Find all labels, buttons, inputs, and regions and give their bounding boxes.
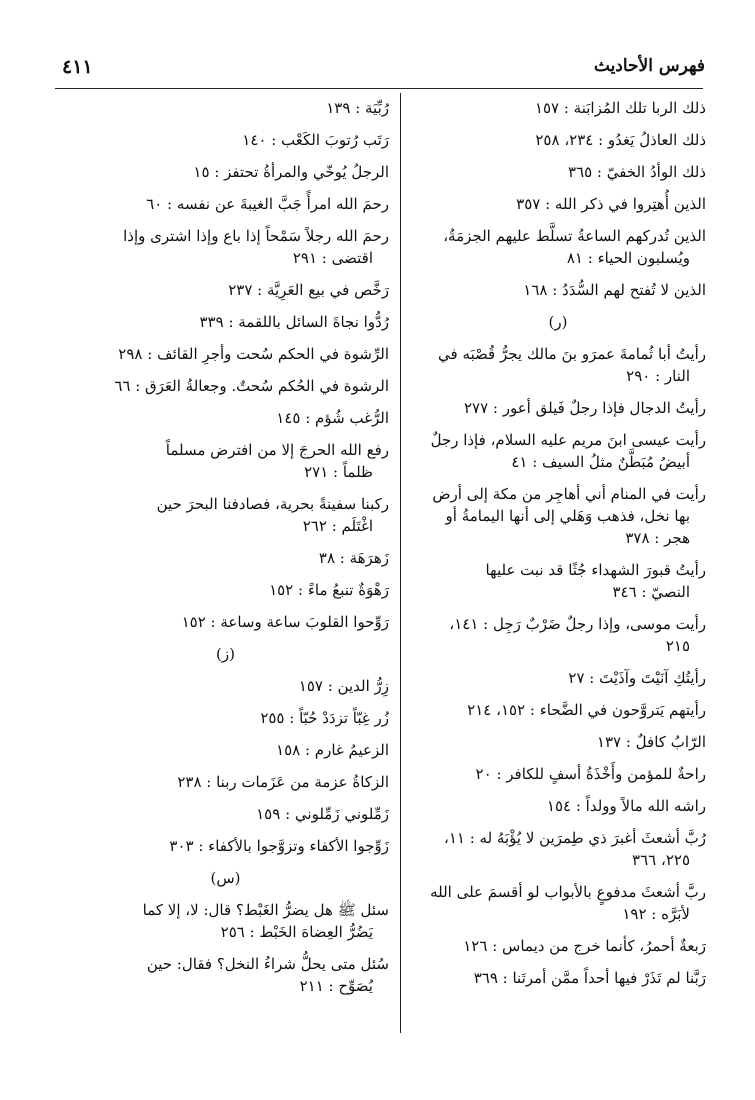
hadith-index-entry [410, 827, 706, 871]
index-column-left [62, 97, 389, 1007]
entry-continuation: ٢١٥ [665, 637, 690, 655]
entry-text: رحمَ الله امرأً جَبَّ الغيبةَ عن نفسه : ٦٠ [146, 195, 389, 213]
header-rule [55, 88, 703, 89]
entry-text: الزكاةُ عزمة من عَزَمات ربنا : ٢٣٨ [177, 773, 389, 791]
hadith-index-entry [62, 953, 389, 997]
entry-text: زَمِّلوني زَمِّلوني : ١٥٩ [256, 805, 389, 823]
hadith-index-entry [62, 193, 389, 215]
entry-continuation: اقتضى : ٢٩١ [292, 249, 373, 267]
hadith-index-entry [410, 731, 706, 753]
hadith-index-entry [410, 225, 706, 269]
hadith-index-entry [62, 311, 389, 333]
entry-continuation: النار : ٢٩٠ [626, 367, 690, 385]
entry-text: رَخَّص في بيع العَرِيَّة : ٢٣٧ [228, 281, 389, 299]
entry-text: الرُّغب شُؤم : ١٤٥ [276, 409, 389, 427]
entry-text: رُبِّيَة : ١٣٩ [326, 99, 389, 117]
entry-text: سئل ﷺ هل يضرُّ الغَبْط؟ قال: لا، إلا كما [142, 901, 389, 919]
entry-text: ركبنا سفينةً بحرية، فصادفنا البحرَ حين [156, 495, 389, 513]
entry-text: زَهرَهَة : ٣٨ [318, 549, 389, 567]
hadith-index-entry [62, 611, 389, 633]
section-letter-heading: (ر) [548, 313, 568, 331]
hadith-index-entry [410, 559, 706, 603]
entry-text: الرّابُ كافلٌ : ١٣٧ [596, 733, 706, 751]
hadith-index-entry [62, 225, 389, 269]
entry-text: رَتَب رُتوبَ الكَعْب : ١٤٠ [242, 131, 389, 149]
hadith-index-entry [62, 579, 389, 601]
hadith-index-entry [410, 279, 706, 301]
entry-text: رأيتُ أبا ثُمامةَ عمرَو بنَ مالك يجرُّ قُصْبَه في [438, 345, 706, 363]
entry-text: رفع الله الحرجَ إلا من افترض مسلماً [165, 441, 389, 459]
hadith-index-entry [410, 429, 706, 473]
hadith-index-entry [410, 397, 706, 419]
hadith-index-entry [62, 899, 389, 943]
section-letter-heading: (س) [210, 869, 241, 887]
entry-text: رأيتهم يَتروَّحون في الضَّحاء : ١٥٢، ٢١٤ [467, 701, 706, 719]
entry-text: رُدُّوا نجاةَ السائل باللقمة : ٣٣٩ [199, 313, 389, 331]
hadith-index-entry [62, 375, 389, 397]
hadith-index-entry [410, 613, 706, 657]
hadith-index-entry [410, 699, 706, 721]
entry-continuation: لأبَرَّه : ١٩٢ [622, 905, 690, 923]
running-header-title: فهرس الأحاديث [593, 56, 705, 76]
hadith-index-entry [62, 771, 389, 793]
hadith-index-entry [410, 193, 706, 215]
entry-continuation: يَضُرُّ العِضاهَ الخَبْط : ٢٥٦ [220, 923, 373, 941]
hadith-index-entry [410, 763, 706, 785]
hadith-index-entry [62, 407, 389, 429]
entry-text: الرشوة في الحُكم سُحتٌ. وجعالةُ العَرَق : ٦٦ [114, 377, 389, 395]
section-letter-heading: (ز) [216, 645, 235, 663]
entry-text: رَبَّنا لم تَذَرْ فيها أحداً ممَّن أمرتَنا : ٣٦٩ [473, 969, 706, 987]
hadith-index-entry [62, 129, 389, 151]
entry-text: زُر غِبّاً تزدَدْ حُبّاً : ٢٥٥ [260, 709, 389, 727]
entry-text: الذين تُدركهم الساعةُ تسلَّط عليهم الجزمَةُ، [443, 227, 706, 245]
entry-text: سُئل متى يحلُّ شراءُ النخل؟ فقال: حين [146, 955, 389, 973]
hadith-index-entry [410, 483, 706, 549]
entry-continuation: أبيضُ مُبَطَّنٌ مثلُ السيف : ٤١ [511, 453, 690, 471]
entry-text: رَوِّحوا القلوبَ ساعة وساعة : ١٥٢ [181, 613, 389, 631]
hadith-index-entry [410, 935, 706, 957]
hadith-index-entry [410, 129, 706, 151]
hadith-index-entry [62, 493, 389, 537]
index-column-right [410, 97, 706, 999]
hadith-index-entry [410, 967, 706, 989]
hadith-index-entry [62, 803, 389, 825]
entry-text: رأيت عيسى ابنَ مريم عليه السلام، فإذا رجلٌ [430, 431, 706, 449]
entry-continuation: هجر : ٣٧٨ [625, 529, 690, 547]
entry-continuation: ٢٢٥، ٣٦٦ [632, 851, 690, 869]
entry-text: الرجلُ يُوخّي والمرأةُ تحتفز : ١٥ [193, 163, 389, 181]
hadith-index-entry [62, 547, 389, 569]
hadith-index-entry [410, 97, 706, 119]
hadith-index-entry [62, 675, 389, 697]
hadith-index-entry [62, 439, 389, 483]
entry-continuation: ويُسلبون الحياء : ٨١ [566, 249, 690, 267]
entry-text: رأيت موسى، وإذا رجلٌ ضَرْبٌ رَجِل : ١٤١، [449, 615, 706, 633]
entry-text: رُبَّ أشعثَ أغبرَ ذي طِمرَين لا يُؤْبَهُ له : ١١، [443, 829, 706, 847]
entry-text: راحةٌ للمؤمن وأَخْذَةُ أسفٍ للكافر : ٢٠ [475, 765, 706, 783]
entry-text: رأيتُ الدجال فإذا رجلٌ فَيلق أعور : ٢٧٧ [463, 399, 706, 417]
entry-text: رحمَ الله رجلاً سَمْحاً إذا باع وإذا اشترى وإذا [123, 227, 389, 245]
hadith-index-entry [62, 835, 389, 857]
entry-text: الرِّشوة في الحكم سُحت وأجرِ القائف : ٢٩٨ [118, 345, 389, 363]
entry-continuation: اغْتَلَم : ٢٦٢ [302, 517, 373, 535]
entry-text: رَهْوَةٌ تنبعُ ماءً : ١٥٢ [269, 581, 389, 599]
entry-text: الذين لا تُفتح لهم السُّدَدُ : ١٦٨ [523, 281, 706, 299]
entry-text: الزعيمُ غارم : ١٥٨ [276, 741, 389, 759]
hadith-index-entry [62, 707, 389, 729]
entry-text: الذين أُهتِروا في ذكر الله : ٣٥٧ [516, 195, 706, 213]
column-divider [400, 93, 401, 1033]
entry-text: ربَّ أشعثَ مدفوعٍ بالأبواب لو أقسمَ على الله [430, 883, 706, 901]
page-number: ٤١١ [62, 56, 93, 78]
hadith-index-entry [62, 161, 389, 183]
hadith-index-entry [410, 795, 706, 817]
entry-continuation: ظلماً : ٢٧١ [304, 463, 373, 481]
entry-text: راشه الله مالاً وولداً : ١٥٤ [546, 797, 706, 815]
hadith-index-entry [410, 343, 706, 387]
entry-text: ذلك الربا تلك المُزابَنة : ١٥٧ [534, 99, 706, 117]
hadith-index-entry [410, 161, 706, 183]
entry-continuation: يُصَوِّح : ٢١١ [299, 977, 373, 995]
hadith-index-entry [62, 739, 389, 761]
entry-continuation: النصيّ : ٣٤٦ [612, 583, 690, 601]
entry-text: رأيتُ قبورَ الشهداء جُثًا قد نبت عليها [485, 561, 706, 579]
entry-text: ذلك الوأدُ الخفيّ : ٣٦٥ [567, 163, 706, 181]
entry-text: رَبعةٌ أحمرُ، كأنما خرج من ديماس : ١٢٦ [463, 937, 706, 955]
entry-text: زَوِّجوا الأكفاء وتزوَّجوا بالأكفاء : ٣٠٣ [169, 837, 389, 855]
entry-text: رأيت في المنام أني أهاجِر من مكة إلى أرض [432, 485, 706, 503]
hadith-index-entry [410, 667, 706, 689]
entry-text: زِرُّ الدين : ١٥٧ [298, 677, 389, 695]
hadith-index-entry [62, 343, 389, 365]
hadith-index-entry [62, 279, 389, 301]
entry-continuation: بها نخل، فذهب وَهَلي إلى أنها اليمامةُ أو [445, 507, 690, 525]
hadith-index-entry [62, 97, 389, 119]
entry-text: رأيتُكِ آنَيْتَ وآذَيْتَ : ٢٧ [568, 669, 706, 687]
entry-text: ذلك العاذلُ يَغدُو : ٢٣٤، ٢٥٨ [535, 131, 706, 149]
hadith-index-entry [410, 881, 706, 925]
